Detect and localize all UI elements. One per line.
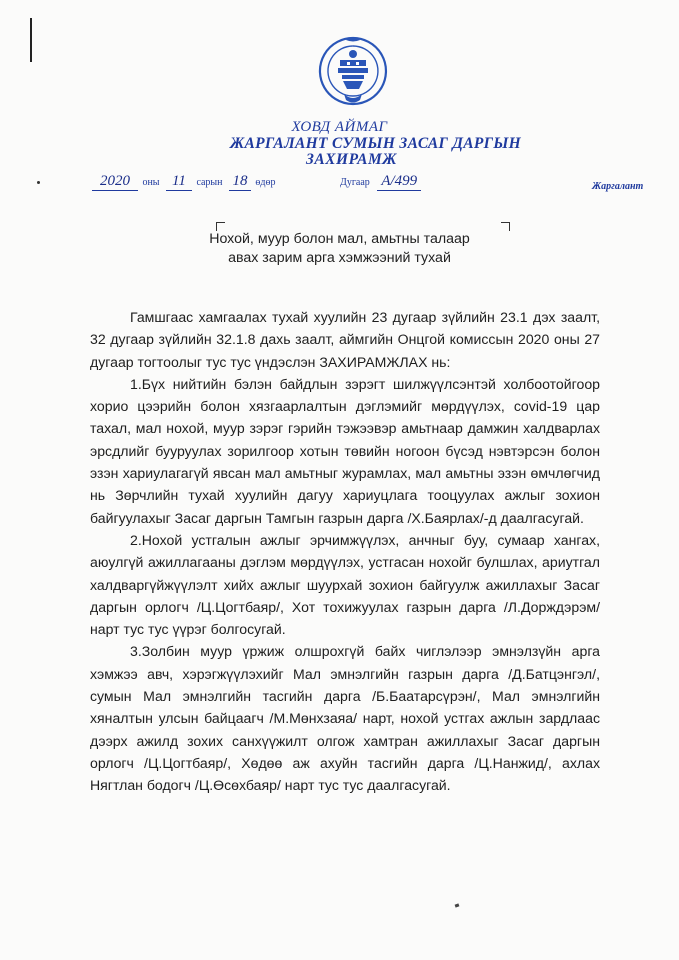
document-number: А/499	[377, 173, 421, 191]
paragraph-1: 1.Бүх нийтийн бэлэн байдлын зэрэгт шилжүүлсэнтэй холбоотойгоор хорио цээрийн болон хязгаарлалтын дэглэмийг мөрдүүлэх, covid-19 цар тахал, мал нохой, муур зэрэг гэрийн тэжээвэр амьтнаар дамжин халдварлах эрсдлийг бууруулах зорилгоор хотын төвийн ногоон бүсэд нэвтэрсэн болон эзэн хариулагагүй явсан мал амьтныг журамлах, мал амьтны эзэн өмчлөгчид нь Зөрчлийн тухай хуулийн дагуу хариуцлага тооцуулах ажлыг зохион байгуулахыг Засаг даргын Тамгын газрын дарга /Х.Баярлах/-д даалгасугай.	[90, 375, 600, 526]
paragraph-3: 3.Золбин муур үржиж олшрохгүй байх чиглэлээр эмнэлзүйн арга хэмжээ авч, хэрэгжүүлэхийг Мал эмнэлгийн газрын дарга /Д.Батцэнгэл/, сумын Мал эмнэлгийн тасгийн дарга /Б.Баатарсүрэн/, Мал эмнэлгийн хяналтын улсын байцаагч /М.Мөнхзаяа/ нарт, нохой устгах ажлын зардлаас дээрх ажилд зохих санхүүжилт олгож хамтран ажиллахыг Засаг даргын орлогч /Ц.Цогтбаяр/, Хөдөө аж ахуйн тасгийн дарга /Ц.Нанжид/, ахлах Нягтлан бодогч /Ц.Өсөхбаяр/ нарт тус тус даалгасугай.	[90, 643, 600, 794]
date-month: 11	[166, 173, 192, 191]
paragraph-2: 2.Нохой устгалын ажлыг эрчимжүүлэх, анчныг буу, сумаар хангах, аюулгүй ажиллагааны дэглэм мөрдүүлэх, устгасан нохойг булшлах, ариутгал халдваргүйжүүлэлт хийх ажлыг шуурхай зохион байгуулж ажиллахыг Засаг даргын орлогч /Ц.Цогтбаяр/, Хот тохижуулах газрын дарга /Л.Дорждэрэм/ нарт тус тус үүрэг болгосугай.	[90, 531, 600, 638]
aimag-heading: ХОВД АЙМАГ	[291, 119, 388, 135]
number-label: Дугаар	[340, 177, 370, 188]
stray-dot	[37, 181, 40, 184]
date-day: 18	[229, 173, 251, 191]
state-emblem-icon	[316, 34, 390, 112]
title-line-2: авах зарим арга хэмжээний тухай	[228, 250, 451, 266]
document-title	[0, 230, 679, 268]
margin-stroke	[30, 18, 32, 62]
paragraph-preamble: Гамшгаас хамгаалах тухай хуулийн 23 дугаар зүйлийн 23.1 дэх заалт, 32 дугаар зүйлийн 32.1.8 дахь заалт, аймгийн Онцгой комиссын 2020 оны 27 дугаар тогтоолыг тус тус үндэслэн ЗАХИРАМЖЛАХ нь:	[90, 309, 600, 370]
date-line	[92, 172, 276, 191]
date-year-suffix: оны	[142, 177, 160, 188]
date-year: 2020	[92, 173, 138, 191]
document-body	[90, 306, 600, 797]
number-line	[340, 172, 421, 191]
sum-heading: ЖАРГАЛАНТ СУМЫН ЗАСАГ ДАРГЫН	[230, 135, 521, 152]
title-line-1: Нохой, муур болон мал, амьтны талаар	[209, 231, 470, 247]
date-day-suffix: өдөр	[255, 177, 276, 188]
document-type-heading: ЗАХИРАМЖ	[305, 151, 398, 168]
stray-mark	[455, 903, 460, 907]
place-label: Жаргалант	[592, 181, 644, 192]
date-month-suffix: сарын	[196, 177, 223, 188]
